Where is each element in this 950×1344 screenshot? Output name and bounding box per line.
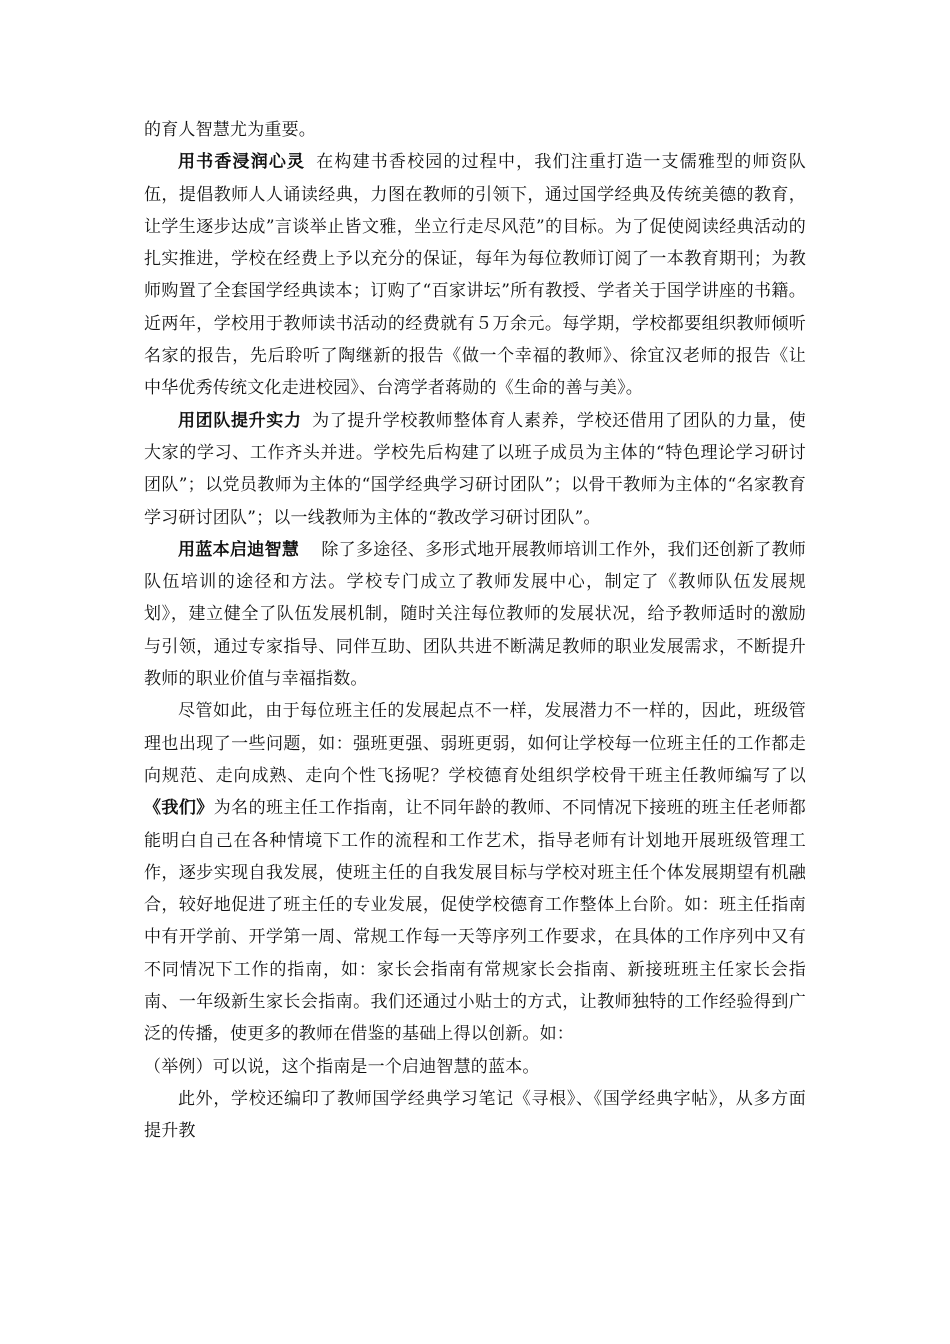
document-body bbox=[144, 114, 806, 1148]
paragraph-team bbox=[144, 405, 806, 534]
paragraph-heading-blueprint: 用蓝本启迪智慧 bbox=[178, 539, 300, 560]
book-title-emphasis: 《我们》 bbox=[144, 798, 214, 819]
paragraph-text-reading: 在构建书香校园的过程中，我们注重打造一支儒雅型的师资队伍，提倡教师人人诵读经典，力图在教师的引领下，通过国学经典及传统美德的教育，让学生逐步达成”言谈举止皆文雅，坐立行走尽风范”的目标。为了促使阅读经典活动的扎实推进，学校在经费上予以充分的保证，每年为每位教师订阅了一本教育期刊；为教师购置了全套国学经典读本；订购了“百家讲坛”所有教授、学者关于国学讲座的书籍。近两年，学校用于教师读书活动的经费就有５万余元。每学期，学校都要组织教师倾听名家的报告，先后聆听了陶继新的报告《做一个幸福的教师》、徐宜汉老师的报告《让中华优秀传统文化走进校园》、台湾学者蒋勋的《生命的善与美》。 bbox=[144, 152, 806, 399]
paragraph-text-head-teacher-a: 尽管如此，由于每位班主任的发展起点不一样，发展潜力不一样的，因此，班级管理也出现了一些问题，如：强班更强、弱班更弱，如何让学校每一位班主任的工作都走向规范、走向成熟、走向个性飞扬呢？学校德育处组织学校骨干班主任教师编写了以 bbox=[144, 701, 806, 786]
paragraph-head-teacher bbox=[144, 695, 806, 1050]
paragraph-heading-team: 用团队提升实力 bbox=[178, 410, 302, 431]
paragraph-reading bbox=[144, 146, 806, 404]
paragraph-heading-reading: 用书香浸润心灵 bbox=[178, 152, 306, 173]
paragraph-example: （举例）可以说，这个指南是一个启迪智慧的蓝本。 bbox=[144, 1056, 540, 1077]
paragraph-additional: 此外，学校还编印了教师国学经典学习笔记《寻根》、《国学经典字帖》，从多方面提升教 bbox=[144, 1088, 806, 1142]
paragraph-continuation: 的育人智慧尤为重要。 bbox=[144, 120, 316, 140]
paragraph-text-head-teacher-b: 为名的班主任工作指南，让不同年龄的教师、不同情况下接班的班主任老师都能明白自己在各种情境下工作的流程和工作艺术，指导老师有计划地开展班级管理工作，逐步实现自我发展，使班主任的自我发展目标与学校对班主任个体发展期望有机融合，较好地促进了班主任的专业发展，促使学校德育工作整体上台阶。如：班主任指南中有开学前、开学第一周、常规工作每一天等序列工作要求，在具体的工作序列中又有不同情况下工作的指南，如：家长会指南有常规家长会指南、新接班班主任家长会指南、一年级新生家长会指南。我们还通过小贴士的方式，让教师独特的工作经验得到广泛的传播，使更多的教师在借鉴的基础上得以创新。如： bbox=[144, 798, 806, 1045]
paragraph-text-team: 为了提升学校教师整体育人素养，学校还借用了团队的力量，使大家的学习、工作齐头并进。学校先后构建了以班子成员为主体的“特色理论学习研讨团队”；以党员教师为主体的“国学经典学习研讨团队”；以骨干教师为主体的“名家教育学习研讨团队”；以一线教师为主体的“教改学习研讨团队”。 bbox=[144, 410, 806, 528]
paragraph-text-blueprint: 除了多途径、多形式地开展教师培训工作外，我们还创新了教师队伍培训的途径和方法。学校专门成立了教师发展中心，制定了《教师队伍发展规划》，建立健全了队伍发展机制，随时关注每位教师的发展状况，给予教师适时的激励与引领，通过专家指导、同伴互助、团队共进不断满足教师的职业发展需求，不断提升教师的职业价值与幸福指数。 bbox=[144, 539, 806, 690]
paragraph-blueprint bbox=[144, 534, 806, 695]
